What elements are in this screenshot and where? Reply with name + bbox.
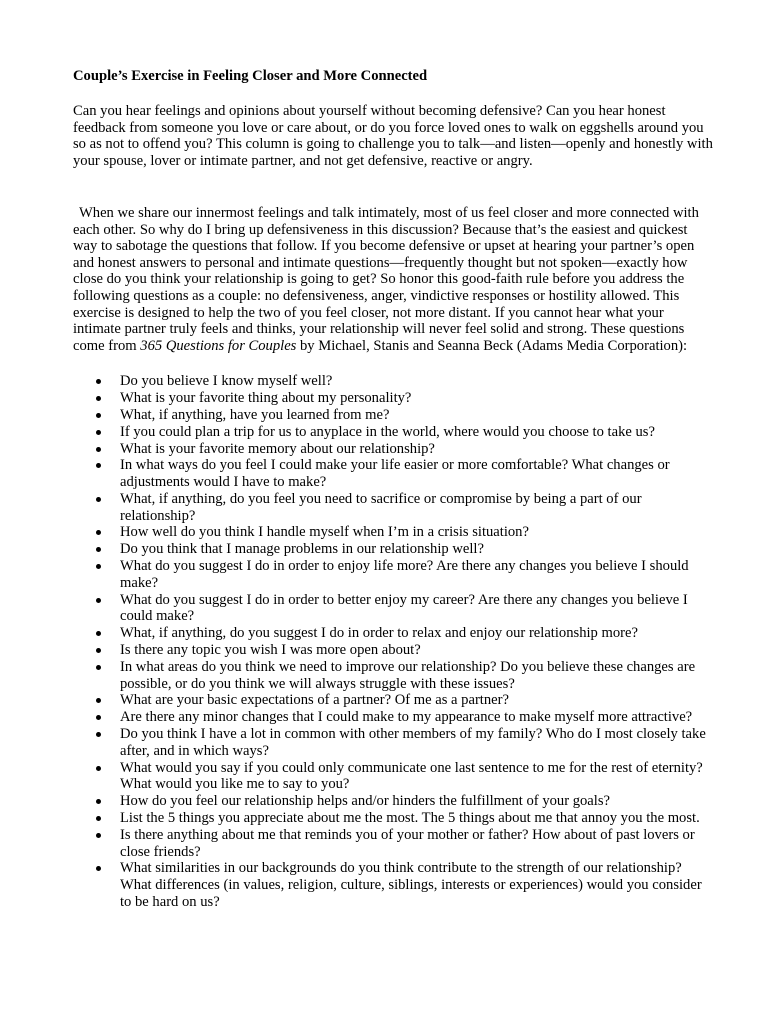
list-item [73,407,713,424]
question-text: What similarities in our backgrounds do you think contribute to the strength of our relationship? What differences (in values, religion, culture, siblings, interests or experiences) would you consider to be hard on us? [120,860,702,910]
bullet-icon [96,631,101,636]
question-text: What do you suggest I do in order to enjoy life more? Are there any changes you believe I should make? [120,558,689,591]
list-item [73,524,713,541]
list-item [73,709,713,726]
list-item [73,491,713,524]
question-text: If you could plan a trip for us to anyplace in the world, where would you choose to take us? [120,423,655,440]
question-text: Are there any minor changes that I could make to my appearance to make myself more attractive? [120,709,693,726]
question-text: What do you suggest I do in order to better enjoy my career? Are there any changes you believe I could make? [120,591,688,625]
question-text: Is there any topic you wish I was more open about? [120,642,421,659]
bullet-icon [96,413,101,418]
bullet-icon [96,766,101,771]
list-item [73,558,713,591]
bullet-icon [96,447,101,452]
book-title: 365 Questions for Couples [140,337,297,354]
list-item [73,827,713,860]
question-text: List the 5 things you appreciate about me the most. The 5 things about me that annoy you the most. [120,810,700,827]
document-title: Couple’s Exercise in Feeling Closer and More Connected [73,68,428,84]
question-text: What are your basic expectations of a partner? Of me as a partner? [120,692,509,709]
bullet-icon [96,598,101,603]
question-text: Do you think I have a lot in common with other members of my family? Who do I most closely take after, and in which ways? [120,726,706,759]
list-item [73,642,713,659]
bullet-icon [96,833,101,838]
question-text: How do you feel our relationship helps and/or hinders the fulfillment of your goals? [120,793,610,810]
bullet-icon [96,530,101,535]
bullet-icon [96,430,101,435]
list-item [73,625,713,642]
question-text: What would you say if you could only communicate one last sentence to me for the rest of eternity? What would you like me to say to you? [120,759,703,793]
context-paragraph [73,205,713,354]
list-item [73,541,713,558]
list-item [73,659,713,692]
bullet-icon [96,648,101,653]
bullet-icon [96,379,101,384]
bullet-icon [96,866,101,871]
bullet-icon [96,547,101,552]
question-text: How well do you think I handle myself when I’m in a crisis situation? [120,524,529,541]
list-item [73,441,713,458]
question-text: What is your favorite memory about our relationship? [120,440,435,457]
context-paragraph-text: When we share our innermost feelings and talk intimately, most of us feel closer and more connected with each other. So why do I bring up defensiveness in this discussion? Because that’s the easiest and quickest way to sabotage the questions that follow. If you become defensive or upset at hearing your partner’s open and honest answers to personal and intimate questions—frequently thought but not spoken—exactly how close do you think your relationship is going to get? So honor this good-faith rule before you address the following questions as a couple: no defensiveness, anger, vindictive responses or hostility allowed. This exercise is designed to help the two of you feel closer, not more distant. If you cannot hear what your intimate partner truly feels and thinks, your relationship will never feel solid and strong. These questions come from [73,205,699,354]
list-item [73,390,713,407]
list-item [73,760,713,793]
question-text: What is your favorite thing about my personality? [120,389,412,406]
bullet-icon [96,715,101,720]
question-text: In what ways do you feel I could make your life easier or more comfortable? What changes or adjustments would I have to make? [120,457,670,491]
bullet-icon [96,463,101,468]
list-item [73,592,713,625]
intro-paragraph: Can you hear feelings and opinions about yourself without becoming defensive? Can you hear honest feedback from someone you love or care about, or do you force loved ones to walk on eggshells around you so as not to offend you? This column is going to challenge you to talk—and listen—openly and honestly with your spouse, lover or intimate partner, and not get defensive, reactive or angry. [73,103,713,169]
question-text: What, if anything, have you learned from me? [120,406,390,423]
list-item [73,457,713,490]
question-text: What, if anything, do you feel you need to sacrifice or compromise by being a part of our relationship? [120,490,642,524]
bullet-icon [96,665,101,670]
bullet-icon [96,396,101,401]
bullet-icon [96,799,101,804]
list-item [73,373,713,390]
bullet-icon [96,564,101,569]
bullet-icon [96,732,101,737]
list-item [73,692,713,709]
list-item [73,810,713,827]
bullet-icon [96,698,101,703]
question-text: In what areas do you think we need to improve our relationship? Do you believe these changes are possible, or do you think we will always struggle with these issues? [120,658,696,692]
list-item [73,424,713,441]
question-list [73,373,713,911]
question-text: Do you believe I know myself well? [120,373,333,389]
list-item [73,860,713,910]
bullet-icon [96,497,101,502]
question-text: Do you think that I manage problems in our relationship well? [120,541,484,558]
bullet-icon [96,816,101,821]
list-item [73,726,713,759]
list-item [73,793,713,810]
context-paragraph-tail: by Michael, Stanis and Seanna Beck (Adams Media Corporation): [296,337,688,354]
question-text: Is there anything about me that reminds you of your mother or father? How about of past lovers or close friends? [120,826,695,860]
question-text: What, if anything, do you suggest I do in order to relax and enjoy our relationship more? [120,625,638,642]
